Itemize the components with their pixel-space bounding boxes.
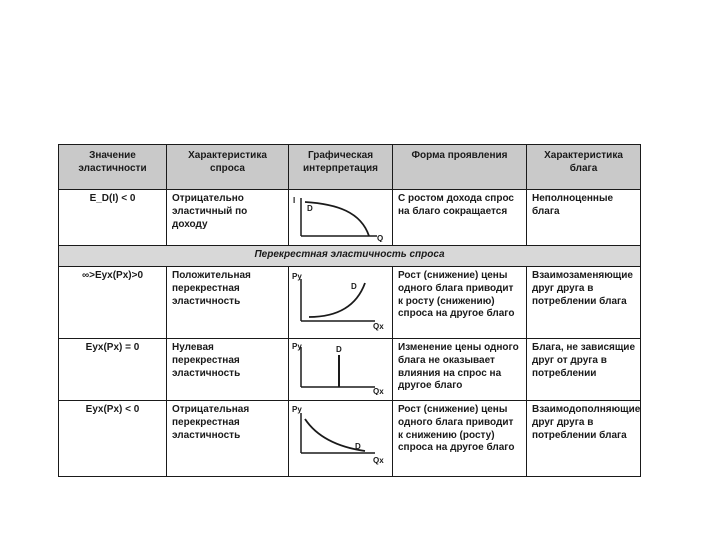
- graph-complements: [291, 403, 389, 465]
- graph-inferior-good: [291, 192, 389, 242]
- section-title: Перекрестная эластичность спроса: [59, 246, 641, 267]
- x-axis-label: Qx: [373, 322, 384, 331]
- x-axis-label: Q: [377, 234, 384, 242]
- cell-manifestation: Рост (снижение) цены одного блага приводит к росту (снижению) спроса на другое благо: [393, 267, 527, 339]
- table-row: [59, 267, 641, 339]
- y-axis-label: Py: [292, 405, 302, 414]
- x-axis-label: Qx: [373, 456, 384, 465]
- cell-graph: [289, 339, 393, 401]
- y-axis-label: Py: [292, 272, 302, 281]
- header-demand: Характеристика спроса: [167, 145, 289, 190]
- cell-good: Неполноценные блага: [527, 190, 641, 246]
- header-graph: Графическая интерпретация: [289, 145, 393, 190]
- cell-demand: Нулевая перекрестная эластичность: [167, 339, 289, 401]
- cell-value: Eyx(Px) < 0: [59, 401, 167, 477]
- cell-good: Взаимозаменяющие друг друга в потреблении блага: [527, 267, 641, 339]
- cell-manifestation: Рост (снижение) цены одного блага приводит к снижению (росту) спроса на другое благо: [393, 401, 527, 477]
- graph-substitutes: [291, 269, 389, 331]
- cell-good: Взаимодополняющие друг друга в потреблении блага: [527, 401, 641, 477]
- table-row: [59, 339, 641, 401]
- cell-manifestation: Изменение цены одного блага не оказывает влияния на спрос на другое благо: [393, 339, 527, 401]
- cell-value: Eyx(Px) = 0: [59, 339, 167, 401]
- demand-curve: [305, 202, 369, 236]
- header-row: [59, 145, 641, 190]
- table-row: [59, 401, 641, 477]
- curve-label: D: [351, 282, 357, 291]
- header-good: Характеристика блага: [527, 145, 641, 190]
- cell-demand: Положительная перекрестная эластичность: [167, 267, 289, 339]
- cell-graph: [289, 190, 393, 246]
- y-axis-label: Py: [292, 342, 302, 351]
- curve-label: D: [355, 442, 361, 451]
- cell-value: ∞>Eyx(Px)>0: [59, 267, 167, 339]
- header-value: Значение эластичности: [59, 145, 167, 190]
- curve-label: D: [307, 204, 313, 213]
- cell-graph: [289, 267, 393, 339]
- table-row: [59, 190, 641, 246]
- graph-independent-goods: [291, 341, 389, 395]
- cell-value: E_D(I) < 0: [59, 190, 167, 246]
- x-axis-label: Qx: [373, 387, 384, 395]
- cell-graph: [289, 401, 393, 477]
- curve-label: D: [336, 345, 342, 354]
- cell-demand: Отрицательная перекрестная эластичность: [167, 401, 289, 477]
- elasticity-table: [58, 144, 641, 477]
- y-axis-label: I: [293, 196, 296, 205]
- section-row: [59, 246, 641, 267]
- header-manifestation: Форма проявления: [393, 145, 527, 190]
- cell-manifestation: С ростом дохода спрос на благо сокращается: [393, 190, 527, 246]
- cell-demand: Отрицательно эластичный по доходу: [167, 190, 289, 246]
- cell-good: Блага, не зависящие друг от друга в потреблении: [527, 339, 641, 401]
